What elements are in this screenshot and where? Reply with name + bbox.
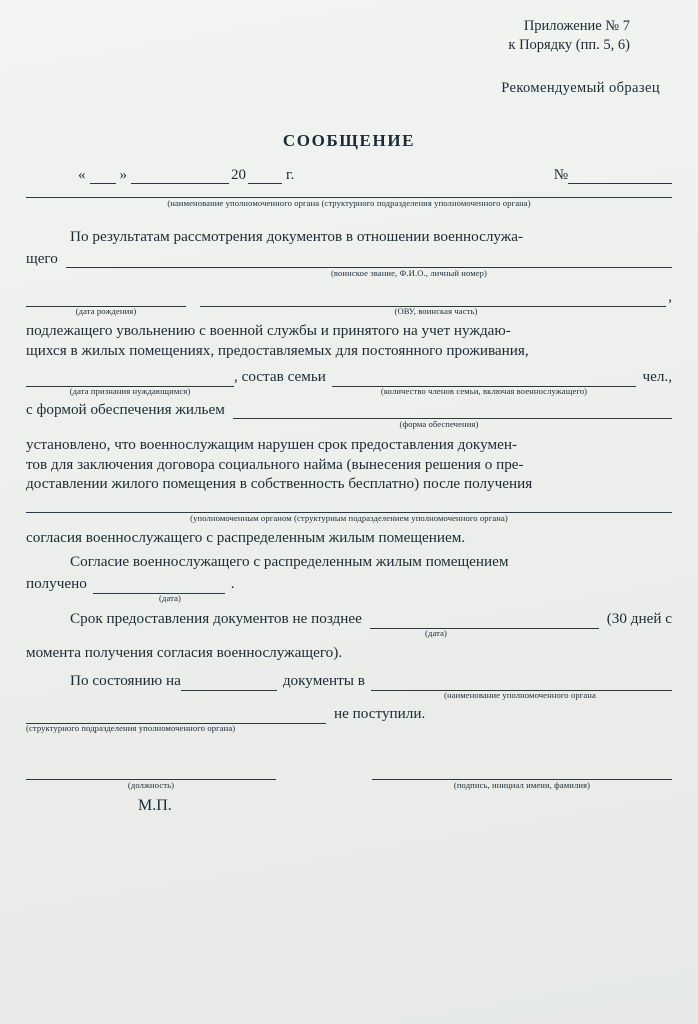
number-symbol: № [553,167,568,184]
position-caption: (должность) [127,779,175,790]
position-col [26,778,276,790]
paragraph-6: установлено, что военнослужащим нарушен срок предоставления докумен- [26,435,518,453]
signature-caption: (подпись, инициал имени, фамилия) [453,779,591,790]
consent-date-caption: (дата) [159,592,181,603]
paragraph-3: щихся в жилых помещениях, предоставляемых для постоянного проживания, [26,341,529,359]
quote-open: « [78,167,86,184]
authority-caption: (наименование уполномоченного органа (структурного подразделения уполномоченного органа) [167,198,531,209]
quote-close: » [119,167,127,184]
paragraph-7: тов для заключения договора социального найма (вынесения решения о пре- [26,455,524,473]
deadline-row [26,609,672,629]
housing-form-label: с формой обеспечения жильем [26,400,225,418]
documents-in-label: документы в [282,672,365,690]
day-field[interactable] [90,169,116,184]
seal-mark: М.П. [138,797,172,815]
paragraph-2: подлежащего увольнению с военной службы и принятого на учет нуждаю- [26,321,511,339]
signature-col [372,778,672,790]
year-suffix: г. [286,167,295,184]
recognition-family-captions [26,387,672,396]
paragraph-1-line-1: По результатам рассмотрения документов в отношении военнослужа- [70,227,524,245]
consent-date-row [26,574,672,594]
status-row [26,671,672,691]
month-field[interactable] [131,169,229,184]
authority-name-caption: (наименование уполномоченного органа [444,690,596,700]
appendix-header [26,18,630,54]
housing-form-row [26,400,672,420]
birth-unit-captions [26,307,672,316]
family-members-caption: (количество членов семьи, включая военнослужащего) [380,386,588,397]
paragraph-9: согласия военнослужащего с распределенным жилым помещением. [26,528,466,546]
authorized-body-caption: (уполномоченным органом (структурным подразделением уполномоченного органа) [190,513,508,524]
document-title: СООБЩЕНИЕ [282,131,416,151]
authority-subdivision-caption: (структурного подразделения уполномоченного органа) [26,723,236,734]
birth-unit-row [26,287,672,307]
paragraph-10: Согласие военнослужащего с распределенным жилым помещением [70,553,509,571]
status-label: По состоянию на [70,672,181,690]
housing-form-caption: (форма обеспечения) [399,419,479,430]
rank-fio-caption: (воинское звание, Ф.И.О., личный номер) [330,268,488,279]
birth-date-caption: (дата рождения) [75,305,137,316]
recognition-date-caption: (дата признания нуждающимся) [69,386,191,397]
year-field[interactable] [248,169,282,184]
deadline-date-caption: (дата) [425,628,447,639]
subdivision-row [26,704,672,724]
deadline-label: Срок предоставления документов не позднее [70,610,362,628]
document-body [26,227,672,817]
status-date-field[interactable] [181,689,277,691]
deadline-date-field[interactable] [370,627,599,629]
paragraph-13: момента получения согласия военнослужащего). [26,643,343,661]
comma-after-unit: , [668,287,672,305]
number-group [554,167,672,184]
number-field[interactable] [568,169,672,184]
ovu-unit-caption: (ОВУ, воинская часть) [394,305,478,316]
consent-received-label: получено [26,575,87,593]
date-number-row [26,167,672,184]
not-received-label: не поступили. [334,705,426,723]
appendix-line-1: Приложение № 7 [523,18,630,34]
family-compose-label: , состав семьи [234,368,326,386]
signature-block [26,778,672,790]
appendix-line-2: к Порядку (пп. 5, 6) [508,36,630,53]
year-prefix: 20 [231,167,246,184]
recognition-family-row [26,367,672,387]
deadline-note: (30 дней с [606,610,672,628]
family-members-unit: чел., [642,368,672,386]
recommended-sample-label: Рекомендуемый образец [501,80,660,97]
paragraph-1-line-2: щего [26,249,58,267]
consent-period: . [230,575,235,593]
rank-fio-row [26,249,672,269]
paragraph-8: доставлении жилого помещения в собственность бесплатно) после получения [26,475,533,493]
